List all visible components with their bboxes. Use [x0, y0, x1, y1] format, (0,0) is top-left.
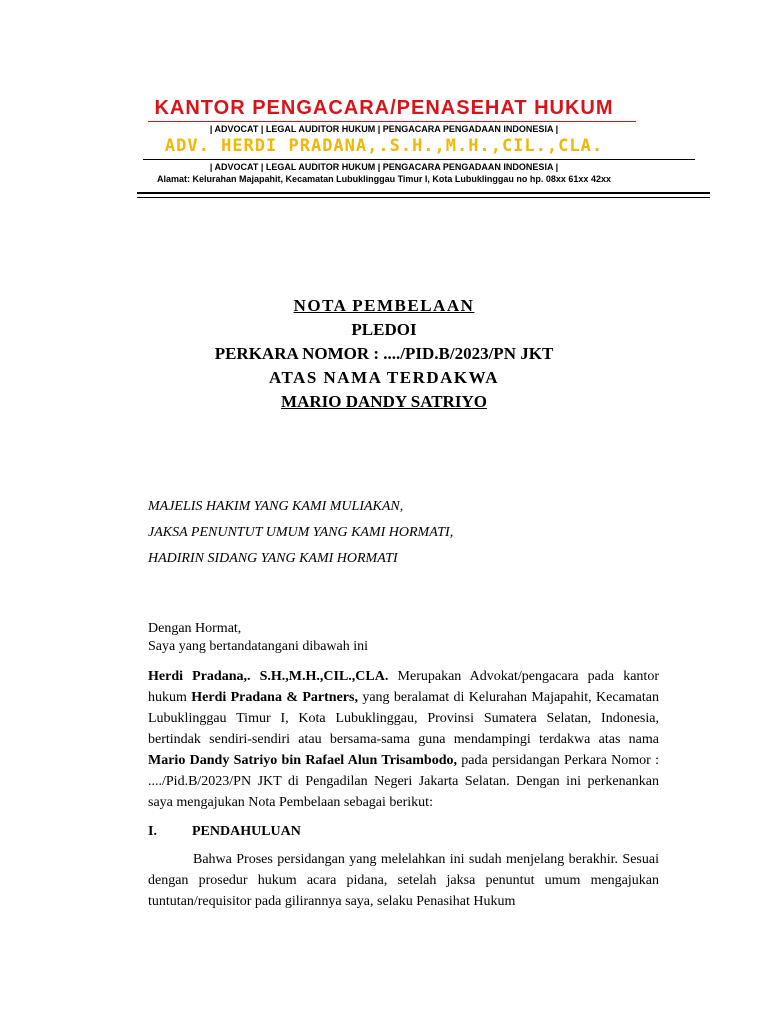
advocate-name-inline: Herdi Pradana,. S.H.,M.H.,CIL.,CLA. — [148, 669, 389, 684]
document-title — [0, 294, 768, 414]
section-heading — [148, 824, 301, 840]
office-address: Alamat: Kelurahan Majapahit, Kecamatan Lubuklinggau Timur I, Kota Lubuklinggau no hp. 08xx 61xx 42xx — [157, 174, 611, 184]
intro-text: pada persidangan Perkara Nomor : ..../Pid.B/2023/PN JKT di Pengadilan Negeri Jakarta Selatan. Dengan ini perkenankan saya mengajukan Nota Pembelaan sebagai berikut: — [148, 753, 659, 810]
tagline-top: | ADVOCAT | LEGAL AUDITOR HUKUM | PENGACARA PENGADAAN INDONESIA | — [209, 124, 559, 134]
greeting-line: Saya yang bertandatangani dibawah ini — [148, 639, 369, 654]
section-title: PENDAHULUAN — [192, 824, 301, 839]
intro-paragraph — [148, 666, 659, 813]
intro-text: yang beralamat di Kelurahan Majapahit, Kecamatan Lubuklinggau Timur I, Kota Lubuklinggau, Provinsi Sumatera Selatan, Indonesia, bertindak sendiri-sendiri atau bersama-sama guna mendampingi terdakwa atas nama — [148, 690, 660, 747]
title-defendant-label: ATAS NAMA TERDAKWA — [268, 368, 500, 387]
section-number: I. — [148, 824, 157, 839]
tagline-bottom: | ADVOCAT | LEGAL AUDITOR HUKUM | PENGACARA PENGADAAN INDONESIA | — [209, 162, 559, 172]
title-pledoi: PLEDOI — [351, 320, 417, 339]
title-nota-pembelaan: NOTA PEMBELAAN — [293, 296, 475, 315]
header-double-rule-bottom — [137, 197, 710, 198]
greeting — [148, 620, 368, 656]
intro-text: Merupakan Advokat/pengacara pada kantor hukum — [148, 669, 659, 705]
salutation-line: HADIRIN SIDANG YANG KAMI HORMATI — [148, 551, 398, 566]
salutation-line: MAJELIS HAKIM YANG KAMI MULIAKAN, — [148, 499, 404, 514]
salutation — [148, 494, 453, 572]
greeting-line: Dengan Hormat, — [148, 621, 242, 636]
firm-name-inline: Herdi Pradana & Partners, — [191, 690, 358, 705]
header-double-rule-top — [137, 192, 710, 194]
title-defendant-name: MARIO DANDY SATRIYO — [281, 392, 487, 411]
advocate-name: ADV. HERDI PRADANA,.S.H.,M.H.,CIL.,CLA. — [164, 136, 604, 156]
office-title: KANTOR PENGACARA/PENASEHAT HUKUM — [154, 97, 614, 119]
salutation-line: JAKSA PENUNTUT UMUM YANG KAMI HORMATI, — [148, 525, 454, 540]
client-name-inline: Mario Dandy Satriyo bin Rafael Alun Trisambodo, — [148, 753, 457, 768]
title-underline — [148, 121, 636, 122]
section-body: Bahwa Proses persidangan yang melelahkan ini sudah menjelang berakhir. Sesuai dengan prosedur hukum acara pidana, setelah jaksa penuntut umum mengajukan tuntutan/requisitor pada gilirannya saya, selaku Penasihat Hukum — [148, 852, 659, 909]
title-case-number: PERKARA NOMOR : ..../PID.B/2023/PN JKT — [214, 344, 554, 363]
header-rule — [143, 159, 695, 160]
